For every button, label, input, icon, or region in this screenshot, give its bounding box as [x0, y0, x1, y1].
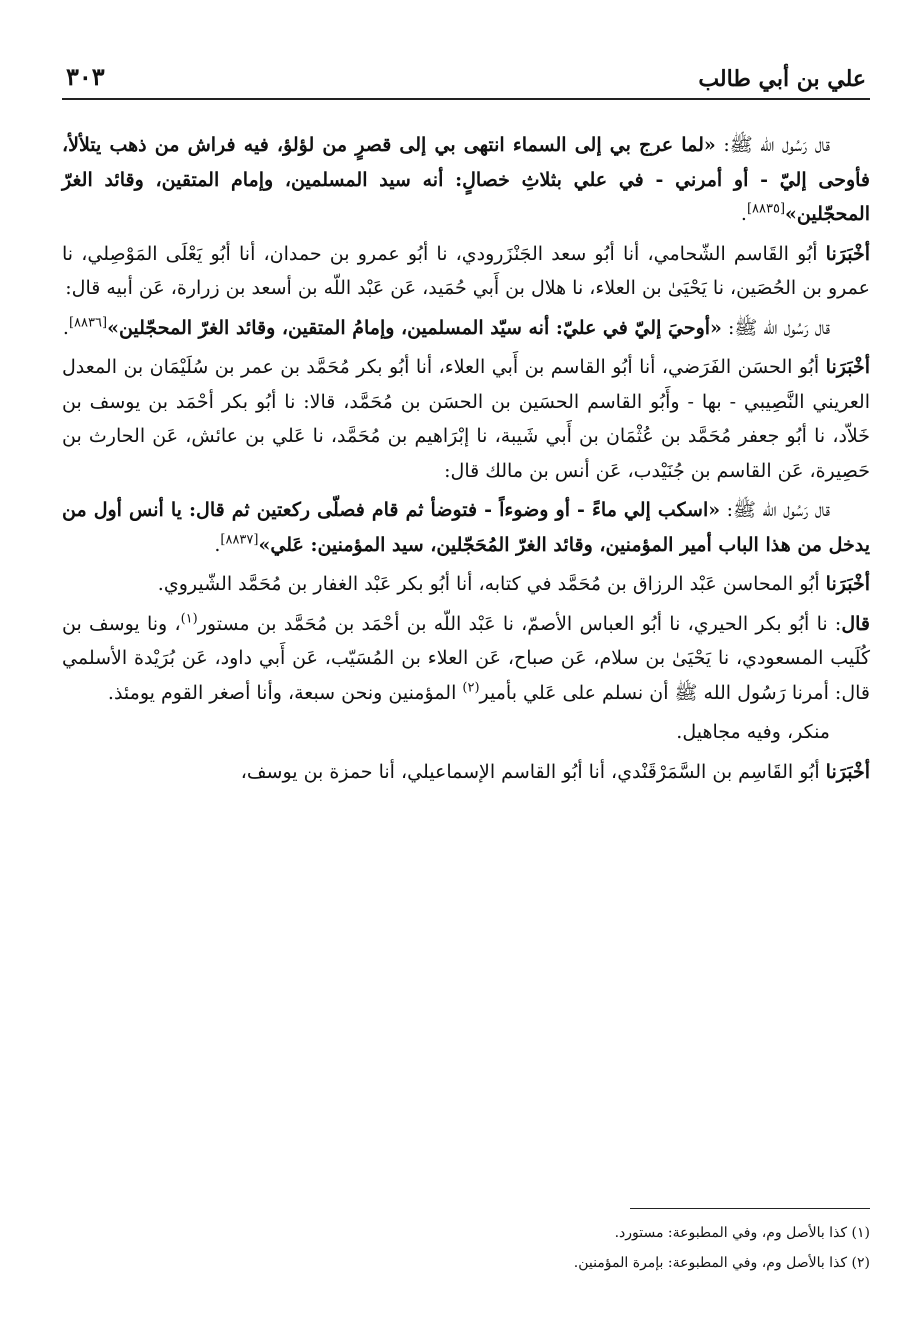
footnote-divider: [630, 1208, 870, 1209]
main-text: [62, 128, 870, 794]
footnote-1: (١) كذا بالأصل وم، وفي المطبوعة: مستورد.: [614, 1225, 870, 1241]
hadith-8837: [62, 493, 870, 562]
grading-note: [62, 715, 870, 750]
period: .: [740, 203, 747, 225]
page-header: [62, 52, 870, 100]
isnad-text: أبُو القَاسِم بن السَّمَرْقَنْدي، أنا أبُو القاسم الإسماعيلي، أنا حمزة بن يوسف،: [240, 760, 826, 783]
qala-label: قال: [841, 612, 870, 635]
period: .: [214, 533, 221, 556]
hadith-quote: «أوحيَ إليّ في عليّ: أنه سيّد المسلمين، وإمامُ المتقين، وقائد الغرّ المحجّلين»: [107, 316, 722, 339]
attribution-text: قال رَسُول الله ﷺ:: [720, 499, 830, 521]
isnad-paragraph: [62, 237, 870, 306]
hadith-number: [٨٨٣٧]: [220, 532, 259, 548]
isnad-text: : نا أبُو بكر الحيري، نا أبُو العباس الأصمّ، نا عَبْد اللّه بن أحْمَد بن مُحَمَّد بن مستور: [197, 612, 842, 635]
isnad-paragraph: [62, 607, 870, 711]
footnote-marker[interactable]: (٢): [462, 680, 480, 696]
grading-text: منكر، وفيه مجاهيل.: [676, 721, 830, 743]
isnad-paragraph: [62, 755, 870, 790]
footnote-marker[interactable]: (١): [180, 611, 198, 627]
isnad-text: أبُو القَاسم الشّحامي، أنا أبُو سعد الجَنْزَرودي، نا أبُو عمرو بن حمدان، أنا أبُو يَعْلَى المَوْصِلي، نا عمرو بن الحُصَين، نا يَحْيَىٰ بن العلاء، نا هلال بن أَبي حُمَيد، عَن عَبْد اللّه بن أسعد بن زرارة، عَن أبيه قال:: [62, 242, 870, 299]
isnad-paragraph: [62, 567, 870, 602]
running-title: علي بن أبي طالب: [698, 66, 866, 92]
akhbarana-label: أخْبَرَنا: [825, 760, 870, 783]
akhbarana-label: أخْبَرَنا: [825, 242, 870, 265]
isnad-paragraph: [62, 350, 870, 488]
hadith-number: [٨٨٣٦]: [68, 315, 108, 331]
attribution-text: قال رَسُول الله ﷺ:: [721, 316, 830, 339]
page-number: ٣٠٣: [66, 62, 105, 91]
isnad-text: ، ونا يوسف بن كُلَيب المسعودي، نا يَحْيَىٰ بن سلام، عَن صباح، عَن العلاء بن المُسَيّب، عَن أَبي داود، عَن بُرَيْدة الأسلمي قال: أمرنا رَسُول الله ﷺ أن نسلم على عَلي بأمير: [62, 612, 870, 704]
hadith-number: [٨٨٣٥]: [746, 201, 786, 217]
akhbarana-label: أخْبَرَنا: [825, 356, 870, 378]
isnad-text: أبُو الحسَن الفَرَضي، أنا أبُو القاسم بن أَبي العلاء، أنا أبُو بكر مُحَمَّد بن عمر بن سُلَيْمَان بن المعدل العريني النَّصِيبي - بها - وأَبُو القاسم الحسَين بن الحسَن بن مُحَمَّد، قالا: نا أبُو بكر أحْمَد بن يوسف بن خَلاّد، نا أبُو جعفر مُحَمَّد بن عُثْمَان بن أَبي شَيبة، نا إبْرَاهيم بن مُحَمَّد، نا عَلي بن عائش، عَن الحارث بن حَصِيرة، عَن القاسم بن جُنَيْدب، عَن أنس بن مالك قال:: [62, 356, 870, 482]
hadith-8836: [62, 311, 870, 346]
hadith-quote: «لما عرج بي إلى السماء انتهى بي إلى قصرٍ من لؤلؤ، فيه فراش من ذهب يتلألأ، فأوحى إليّ - أو أمرني - في علي بثلاثِ خصالٍ: أنه سيد المسلمين، وإمام المتقين، وقائد الغرّ المحجّلين»: [62, 134, 870, 225]
attribution-text: قال رَسُول الله ﷺ:: [715, 134, 830, 156]
footnote-2: (٢) كذا بالأصل وم، وفي المطبوعة: بإمرة المؤمنين.: [573, 1255, 870, 1271]
isnad-text: المؤمنين ونحن سبعة، وأنا أصغر القوم يومئذ.: [107, 681, 463, 704]
period: .: [62, 316, 69, 339]
isnad-text: أبُو المحاسن عَبْد الرزاق بن مُحَمَّد في كتابه، أنا أبُو بكر عَبْد الغفار بن مُحَمَّد الشّيروي.: [157, 573, 826, 595]
akhbarana-label: أخْبَرَنا: [825, 573, 870, 595]
footnotes: [62, 1218, 870, 1278]
hadith-quote: «اسكب إلي ماءً - أو وضوءاً - فتوضأ ثم قام فصلّى ركعتين ثم قال: يا أنس أول من يدخل من هذا الباب أمير المؤمنين، وقائد الغرّ المُحَجّلين، سيد المؤمنين: عَلي»: [62, 499, 870, 556]
hadith-8835: [62, 128, 870, 232]
